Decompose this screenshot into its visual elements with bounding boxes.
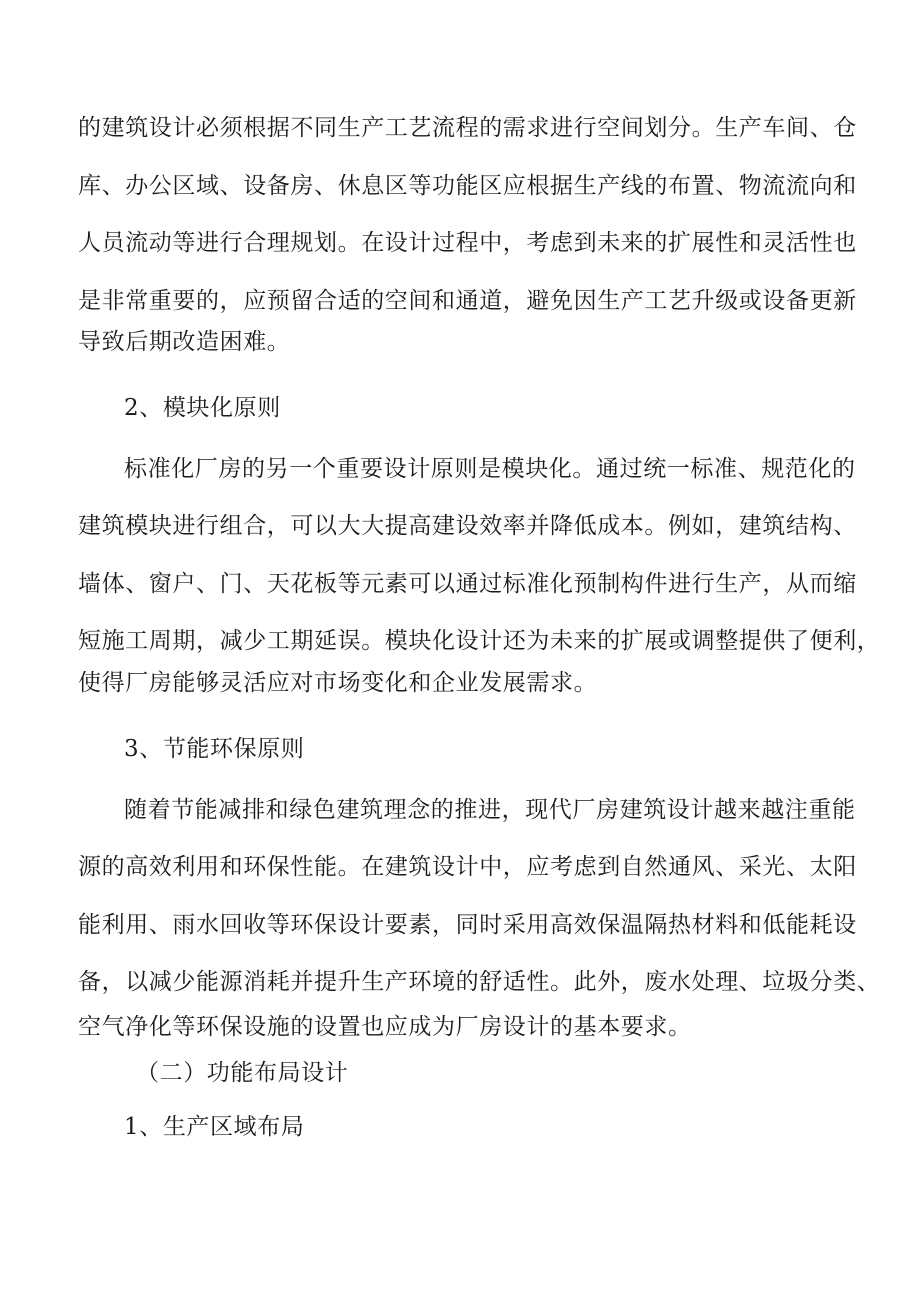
section-heading-energy: 3、节能环保原则 xyxy=(124,736,305,762)
paragraph-line: 短施工周期，减少工期延误。模块化设计还为未来的扩展或调整提供了便利， xyxy=(78,628,881,654)
paragraph-line: 导致后期改造困难。 xyxy=(78,329,291,355)
paragraph-line: 是非常重要的，应预留合适的空间和通道，避免因生产工艺升级或设备更新 xyxy=(78,288,857,314)
paragraph-line: 库、办公区域、设备房、休息区等功能区应根据生产线的布置、物流流向和 xyxy=(78,173,857,199)
section-heading-functional-layout: （二）功能布局设计 xyxy=(136,1060,349,1086)
paragraph-line: 墙体、窗户、门、天花板等元素可以通过标准化预制构件进行生产，从而缩 xyxy=(78,571,857,597)
paragraph-line: 的建筑设计必须根据不同生产工艺流程的需求进行空间划分。生产车间、仓 xyxy=(78,115,857,141)
section-heading-modular: 2、模块化原则 xyxy=(124,395,281,421)
paragraph-line: 人员流动等进行合理规划。在设计过程中，考虑到未来的扩展性和灵活性也 xyxy=(78,230,857,256)
paragraph-line: 使得厂房能够灵活应对市场变化和企业发展需求。 xyxy=(78,670,598,696)
paragraph-line: 能利用、雨水回收等环保设计要素，同时采用高效保温隔热材料和低能耗设 xyxy=(78,912,857,938)
paragraph-line: 备，以减少能源消耗并提升生产环境的舒适性。此外，废水处理、垃圾分类、 xyxy=(78,969,881,995)
paragraph-line: 随着节能减排和绿色建筑理念的推进，现代厂房建筑设计越来越注重能 xyxy=(124,797,856,823)
paragraph-line: 建筑模块进行组合，可以大大提高建设效率并降低成本。例如，建筑结构、 xyxy=(78,513,857,539)
paragraph-line: 源的高效利用和环保性能。在建筑设计中，应考虑到自然通风、采光、太阳 xyxy=(78,854,857,880)
paragraph-line: 空气净化等环保设施的设置也应成为厂房设计的基本要求。 xyxy=(78,1014,692,1040)
paragraph-line: 标准化厂房的另一个重要设计原则是模块化。通过统一标准、规范化的 xyxy=(124,456,856,482)
subsection-heading-production-area: 1、生产区域布局 xyxy=(124,1114,305,1140)
